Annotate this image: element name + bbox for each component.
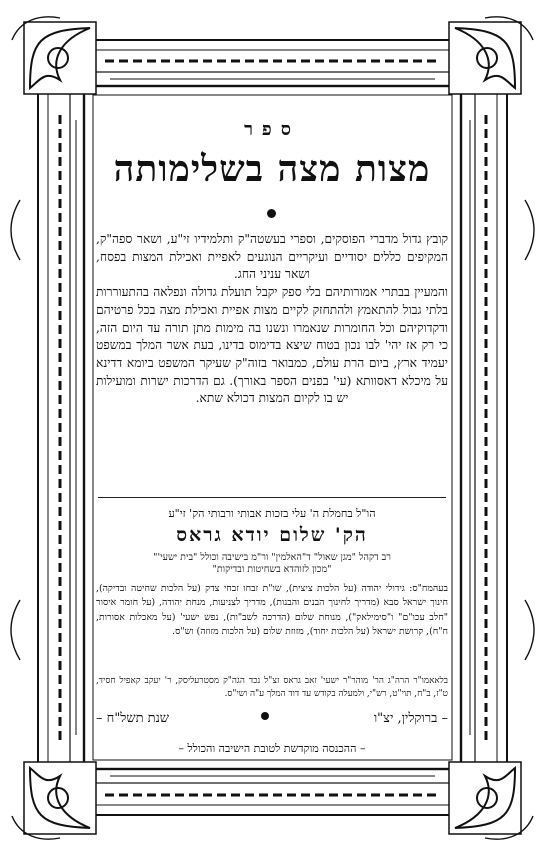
- title-page-content: [96, 97, 448, 765]
- book-title: מצות מצה בשלימותה: [113, 148, 431, 190]
- books-paragraph: בעהמח"ס: גידולי יהודה (על הלכות ציצית), שו"ת זבחו זבחי צדק (על הלכות שחיטה ובדיקה), חינוך ישראל סבא (מדריך לחינוך הבנים והבנות), מדריך לצניעות, מנחת יהודה, (על חומר איסור "חלב עכו"ם" ו"סימילאק"), מנוחת שלום (הדרכה לשב"ות), נפש ישעי' (על מאכלות אסורות, ח"ח), קרושת ישראל (על הלכות יחוד), מזוזת שלום (על הלכות מזוזה) וש"ס.: [96, 583, 448, 638]
- role-line: "מכון לזוהדא בשחיטות ובדיקות": [212, 564, 332, 575]
- sefer-label: ספר: [244, 119, 300, 140]
- publication-row: [96, 710, 448, 732]
- title-dot-ornament: [267, 209, 276, 218]
- publication-place: – ברוקלין, יצ"ו: [373, 711, 448, 726]
- intro-text: [96, 231, 448, 408]
- author-books: [96, 582, 448, 640]
- publication-year: שנת תשל"ח –: [96, 711, 170, 726]
- blessing-line: הו"ל בחמלת ה' עלי בזכות אבותי ורבותי הק' זי"ע: [168, 507, 376, 520]
- section-divider: [98, 497, 446, 498]
- publication-dot: [261, 712, 269, 720]
- dedication-line: – ההכנסה מוקדשת לטובת הישיבה והכולל –: [178, 742, 366, 755]
- role-line: רב דקהל "מגן שאול" ד"האלמין" ור"מ בישיבה וכולל "בית ישעי'": [153, 552, 391, 563]
- lineage-text: בלאאמו"ר הרה"ג הר' מוהר"ר ישעי' זאב גראס זצ"ל נכד הגה"ק מסטרעליסק, ר' יעקב קאפיל חסיד, ט"ז, ב"ח, תוי"ט, רש"י, ולמעלה בקודש עד דוד המלך ע"ה ושי"ס.: [96, 676, 448, 699]
- intro-paragraph: והמעיין בבתרי אמורותיהם בלי ספק יקבל תועלת גדולה ונפלאה בהתעוררות בלתי גבול להתאמץ ולהתחזק לקיים מצות אפיית ואכילת מצה בכל פרטיהם ודקדוקיהם וכל החומרות שנאמרו ונשנו בה מימות מתן תורה עד היום הזה, כי רק אז יהי' לבו נכון בטוח שיצא בדימוס בדינו, בעת אשר המלך במשפט יעמיד ארץ, ביום הרת עולם, כמבואר בזוה"ק שעיקר המשפט ביומא דדינא על מיכלא דאסוותא (עי' בפנים הספר באורך). גם הדרכות ישרות ומועילות יש בו לקיום המצות דכולא שתא.: [96, 285, 448, 406]
- author-roles: [96, 552, 448, 576]
- author-name: הק' שלום יודא גראס: [176, 524, 368, 546]
- intro-paragraph: קובץ גדול מדברי הפוסקים, וספרי בעשטה"ק ותלמידיו זי"ע, ושאר ספה"ק, המקיפים כללים יסודיים ועיקריים הנוגעים לאפיית ואכילת המצות בפסח, ושאר עניני החג.: [96, 232, 448, 282]
